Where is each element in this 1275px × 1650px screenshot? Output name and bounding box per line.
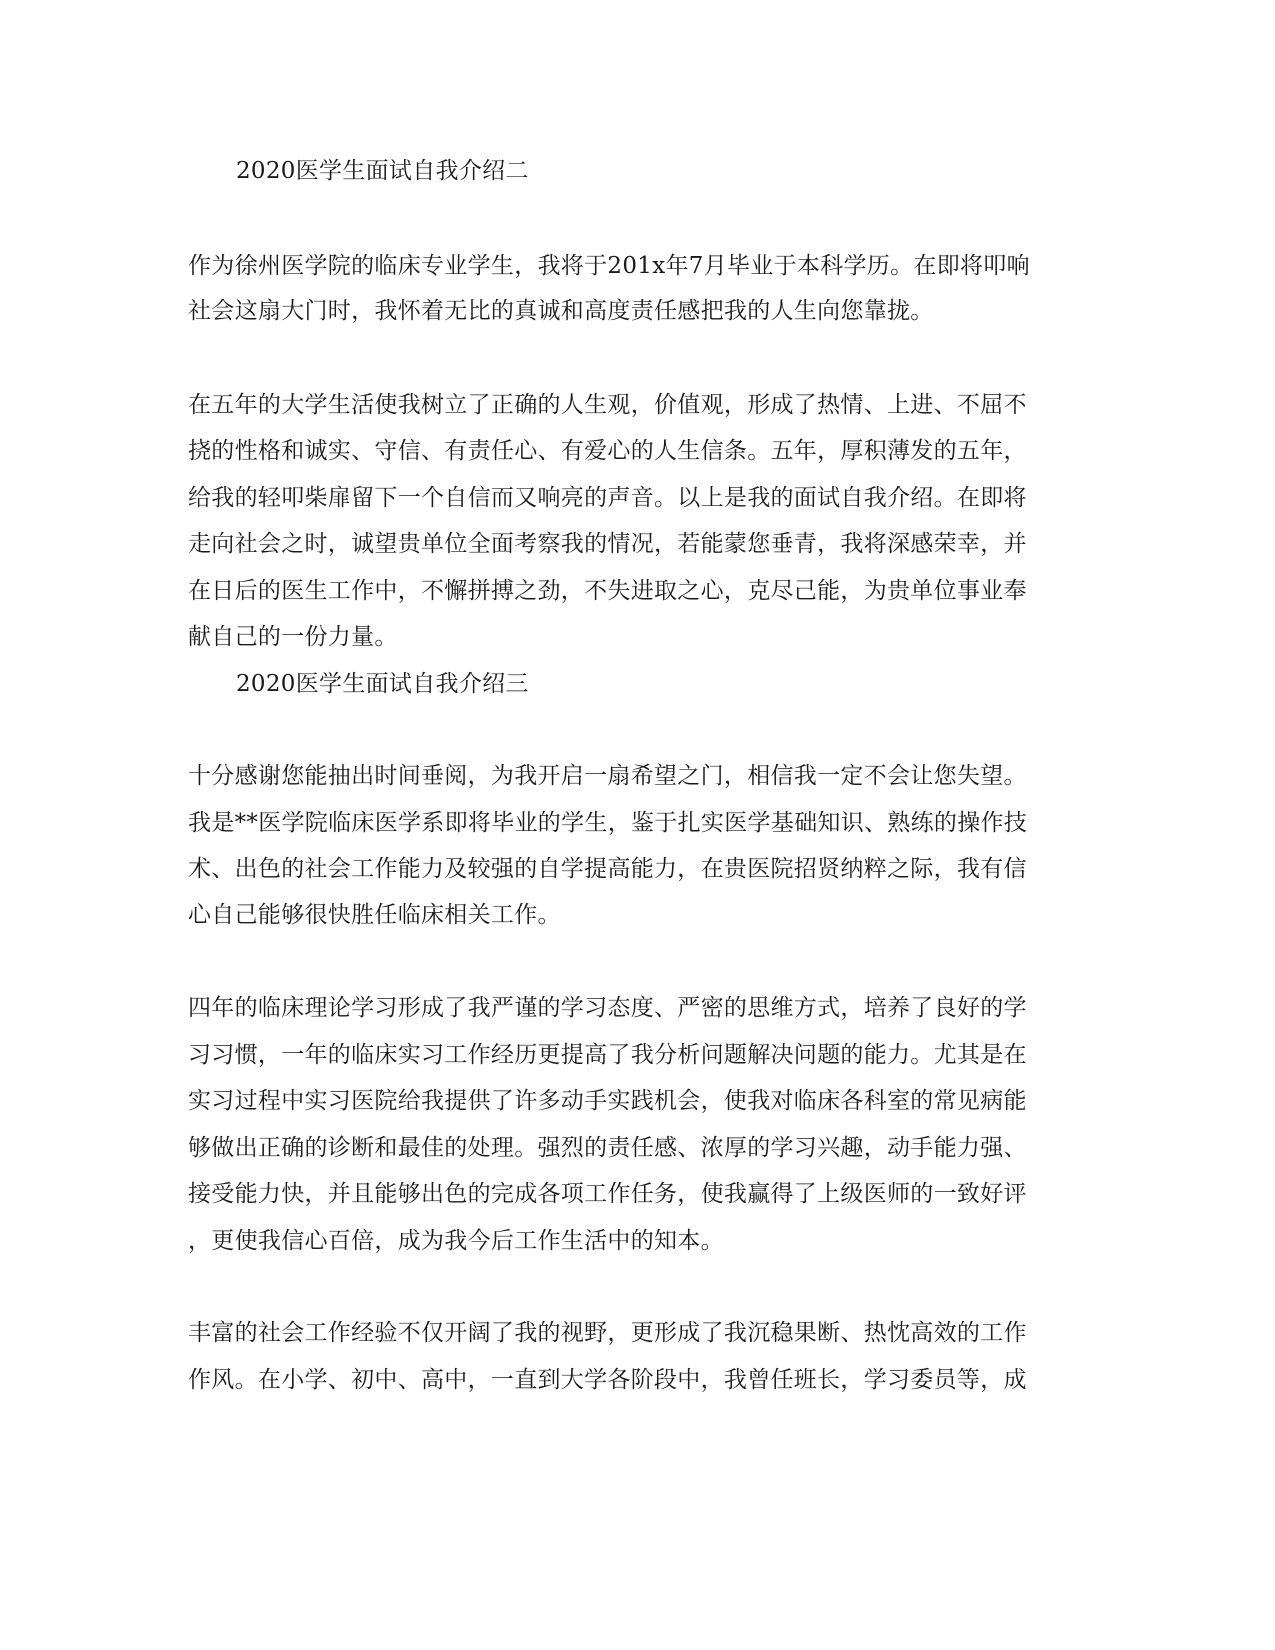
paragraph-line: 献自己的一份力量。 <box>188 624 398 650</box>
section-heading-3: 2020医学生面试自我介绍三 <box>236 671 529 697</box>
paragraph-line: 十分感谢您能抽出时间垂阅，为我开启一扇希望之门，相信我一定不会让您失望。 <box>188 763 1027 789</box>
paragraph-line: 作风。在小学、初中、高中，一直到大学各阶段中，我曾任班长，学习委员等，成 <box>188 1367 1027 1393</box>
paragraph-line: 作为徐州医学院的临床专业学生，我将于201x年7月毕业于本科学历。在即将叩响 <box>188 253 1030 279</box>
paragraph-line: 心自己能够很快胜任临床相关工作。 <box>188 902 561 928</box>
paragraph-line: 够做出正确的诊断和最佳的处理。强烈的责任感、浓厚的学习兴趣，动手能力强、 <box>188 1135 1027 1161</box>
paragraph-line: 给我的轻叩柴扉留下一个自信而又响亮的声音。以上是我的面试自我介绍。在即将 <box>188 485 1027 511</box>
paragraph-line: 接受能力快，并且能够出色的完成各项工作任务，使我赢得了上级医师的一致好评 <box>188 1181 1027 1207</box>
paragraph-line: 社会这扇大门时，我怀着无比的真诚和高度责任感把我的人生向您靠拢。 <box>188 298 934 324</box>
paragraph-line: 习习惯，一年的临床实习工作经历更提高了我分析问题解决问题的能力。尤其是在 <box>188 1042 1027 1068</box>
paragraph-line: ，更使我信心百倍，成为我今后工作生活中的知本。 <box>188 1228 724 1254</box>
paragraph-line: 挠的性格和诚实、守信、有责任心、有爱心的人生信条。五年，厚积薄发的五年， <box>188 438 1027 464</box>
paragraph-line: 走向社会之时，诚望贵单位全面考察我的情况，若能蒙您垂青，我将深感荣幸，并 <box>188 531 1027 557</box>
section-heading-2: 2020医学生面试自我介绍二 <box>236 158 529 184</box>
paragraph-line: 在日后的医生工作中，不懈拼搏之劲，不失进取之心，克尽己能，为贵单位事业奉 <box>188 578 1027 604</box>
paragraph-line: 术、出色的社会工作能力及较强的自学提高能力，在贵医院招贤纳粹之际，我有信 <box>188 856 1027 882</box>
paragraph-line: 丰富的社会工作经验不仅开阔了我的视野，更形成了我沉稳果断、热忱高效的工作 <box>188 1320 1027 1346</box>
paragraph-line: 四年的临床理论学习形成了我严谨的学习态度、严密的思维方式，培养了良好的学 <box>188 995 1027 1021</box>
paragraph-line: 我是**医学院临床医学系即将毕业的学生，鉴于扎实医学基础知识、熟练的操作技 <box>188 810 1028 836</box>
paragraph-line: 在五年的大学生活使我树立了正确的人生观，价值观，形成了热情、上进、不屈不 <box>188 392 1027 418</box>
paragraph-line: 实习过程中实习医院给我提供了许多动手实践机会，使我对临床各科室的常见病能 <box>188 1088 1027 1114</box>
